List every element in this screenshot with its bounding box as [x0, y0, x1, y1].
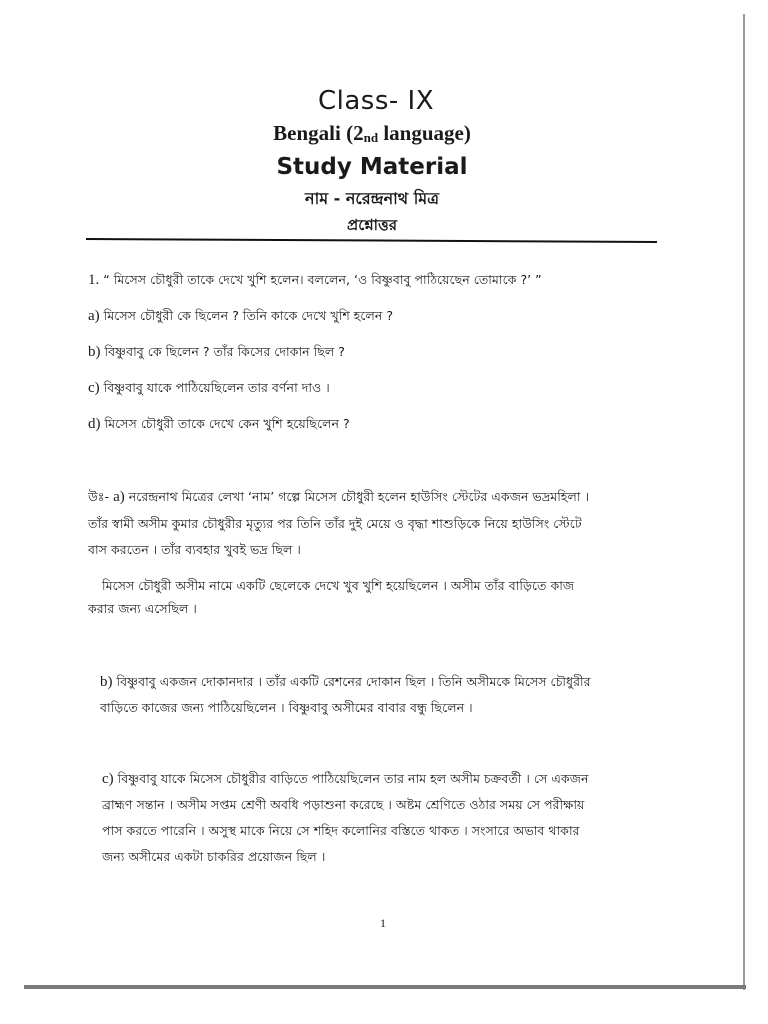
- answer-label: a): [113, 489, 125, 505]
- subject-suffix: language): [378, 121, 471, 145]
- part-label: c): [88, 380, 100, 396]
- study-material-heading: Study Material: [276, 154, 468, 180]
- question-part-c: [88, 380, 330, 400]
- answer-c-line-1: [102, 771, 589, 791]
- part-text: বিষ্ণুবাবু যাকে পাঠিয়েছিলেন তার বর্ণনা দাও ।: [103, 380, 330, 395]
- question-stem: [88, 272, 542, 292]
- answer-label: c): [102, 771, 114, 787]
- answer-text: বিষ্ণুবাবু যাকে মিসেস চৌধুরীর বাড়িতে পাঠিয়েছিলেন তার নাম হল অসীম চক্রবর্তী । সে একজন: [117, 771, 589, 786]
- subject-heading: [0, 121, 744, 146]
- question-part-a: [88, 308, 393, 328]
- part-text: মিসেস চৌধুরী তাকে দেখে কেন খুশি হয়েছিলেন ?: [104, 416, 350, 431]
- part-text: মিসেস চৌধুরী কে ছিলেন ? তিনি কাকে দেখে খুশি হলেন ?: [103, 308, 394, 323]
- answer-b-line-1: [100, 674, 591, 694]
- part-label: d): [88, 416, 101, 432]
- answer-c-line-2: ব্রাহ্মণ সন্তান । অসীম সপ্তম শ্রেণী অবধি পড়াশুনা করেছে । অষ্টম শ্রেণিতে ওঠার সময় সে পরীক্ষায়: [102, 797, 585, 812]
- answer-a-line-1: [88, 489, 589, 509]
- answer-c-line-3: পাস করতে পারেনি । অসুস্থ মাকে নিয়ে সে শহিদ কলোনির বস্তিতে থাকত । সংসারে অভাব থাকার: [102, 823, 580, 838]
- part-text: বিষ্ণুবাবু কে ছিলেন ? তাঁর কিসের দোকান ছিল ?: [104, 344, 345, 359]
- chapter-heading: নাম - নরেন্দ্রনাথ মিত্র: [305, 189, 439, 208]
- answer-a-line-2: তাঁর স্বামী অসীম কুমার চৌধুরীর মৃত্যুর পর তিনি তাঁর দুই মেয়ে ও বৃদ্ধা শাশুড়িকে নিয়ে হাউসিং স্টেটে: [88, 516, 582, 531]
- answer-a-line-3: বাস করতেন । তাঁর ব্যবহার খুবই ভদ্র ছিল ।: [88, 542, 301, 557]
- answer-b-line-2: বাড়িতে কাজের জন্য পাঠিয়েছিলেন । বিষ্ণুবাবু অসীমের বাবার বন্ধু ছিলেন ।: [100, 700, 473, 715]
- question-number: 1.: [88, 272, 100, 288]
- question-part-b: [88, 344, 345, 364]
- answer-a-line-5: করার জন্য এসেছিল ।: [88, 601, 197, 616]
- class-heading: Class- IX: [317, 86, 435, 116]
- answer-a-line-4: মিসেস চৌধুরী অসীম নামে একটি ছেলেকে দেখে খুব খুশি হয়েছিলেন । অসীম তাঁর বাড়িতে কাজ: [102, 578, 575, 593]
- answer-c-line-4: জন্য অসীমের একটা চাকরির প্রয়োজন ছিল ।: [102, 849, 326, 864]
- part-label: a): [88, 308, 100, 324]
- answer-text: নরেন্দ্রনাথ মিত্রের লেখা ‘নাম’ গল্পে মিসেস চৌধুরী হলেন হাউসিং স্টেটের একজন ভদ্রমহিলা ।: [128, 489, 590, 504]
- answer-label: b): [100, 674, 113, 690]
- answer-prefix: উঃ-: [88, 489, 110, 504]
- subject-prefix: Bengali (2: [273, 121, 364, 145]
- page-right-edge: [743, 14, 745, 990]
- subject-ordinal: nd: [363, 130, 379, 145]
- page-bottom-edge: [24, 985, 746, 989]
- part-label: b): [88, 344, 101, 360]
- question-part-d: [88, 416, 350, 436]
- page-number: 1: [380, 916, 386, 930]
- answer-text: বিষ্ণুবাবু একজন দোকানদার । তাঁর একটি রেশনের দোকান ছিল । তিনি অসীমকে মিসেস চৌধুরীর: [116, 674, 591, 689]
- question-stem-text: “ মিসেস চৌধুরী তাকে দেখে খুশি হলেন। বললেন, ‘ও বিষ্ণুবাবু পাঠিয়েছেন তোমাকে ?’ ”: [103, 272, 542, 287]
- qa-heading: প্রশ্নোত্তর: [347, 216, 397, 234]
